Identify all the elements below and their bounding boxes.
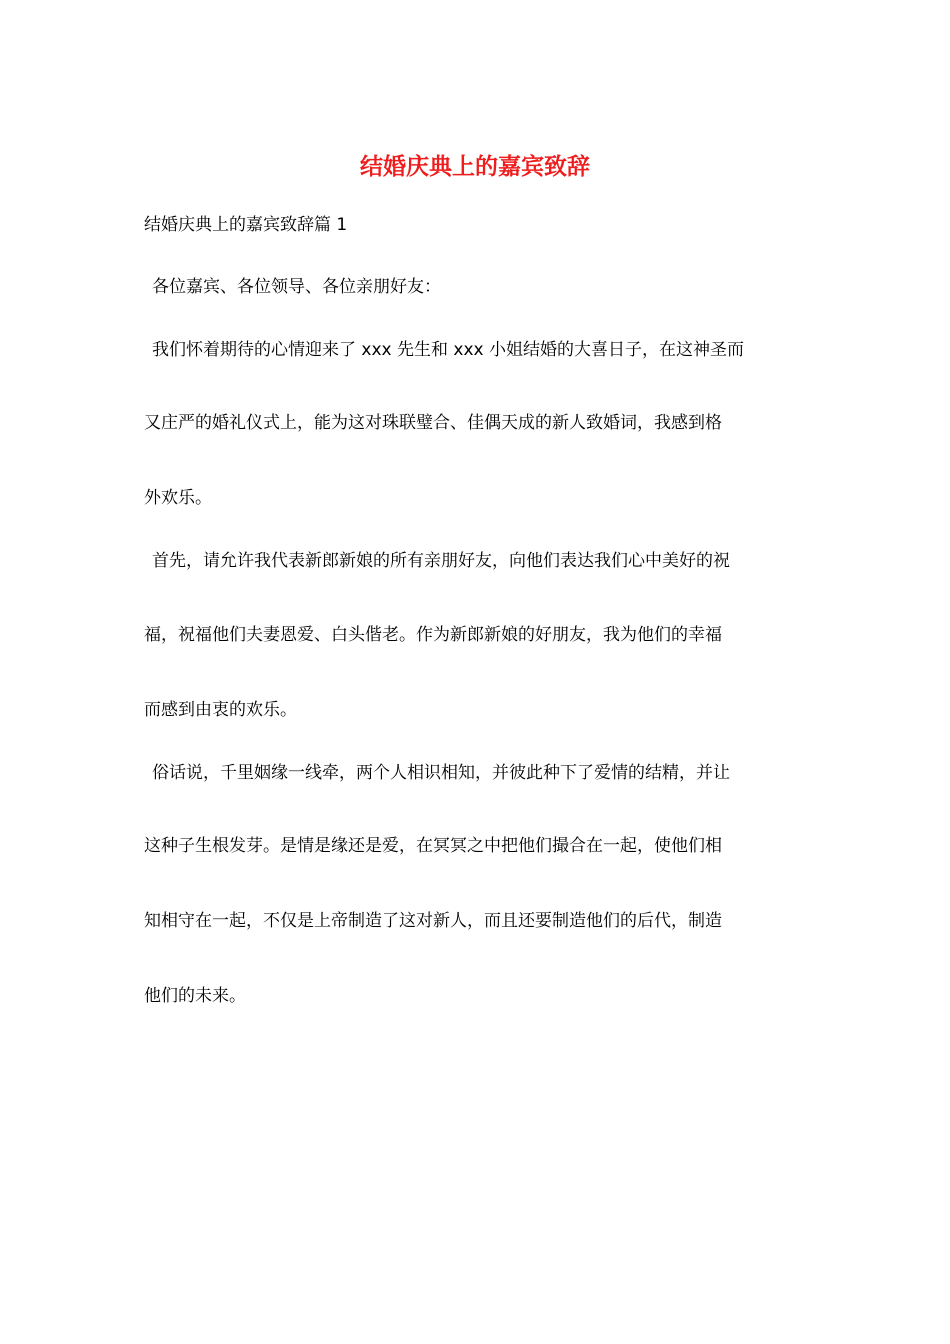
paragraph-line: 我们怀着期待的心情迎来了 xxx 先生和 xxx 小姐结婚的大喜日子，在这神圣而 [152, 340, 744, 360]
paragraph-line: 首先，请允许我代表新郎新娘的所有亲朋好友，向他们表达我们心中美好的祝 [152, 551, 730, 571]
paragraph-line: 这种子生根发芽。是情是缘还是爱，在冥冥之中把他们撮合在一起，使他们相 [144, 836, 722, 856]
document-title: 结婚庆典上的嘉宾致辞 [360, 153, 590, 180]
paragraph-line: 知相守在一起，不仅是上帝制造了这对新人，而且还要制造他们的后代，制造 [144, 911, 722, 931]
paragraph-line: 俗话说，千里姻缘一线牵，两个人相识相知，并彼此种下了爱情的结精，并让 [152, 763, 730, 783]
greeting-line: 各位嘉宾、各位领导、各位亲朋好友： [152, 277, 441, 297]
paragraph-line: 又庄严的婚礼仪式上，能为这对珠联璧合、佳偶天成的新人致婚词，我感到格 [144, 413, 722, 433]
document-subtitle: 结婚庆典上的嘉宾致辞篇 1 [144, 215, 348, 235]
paragraph-line: 外欢乐。 [144, 488, 212, 508]
paragraph-line: 福，祝福他们夫妻恩爱、白头偕老。作为新郎新娘的好朋友，我为他们的幸福 [144, 625, 722, 645]
paragraph-line: 而感到由衷的欢乐。 [144, 700, 297, 720]
paragraph-line: 他们的未来。 [144, 986, 246, 1006]
